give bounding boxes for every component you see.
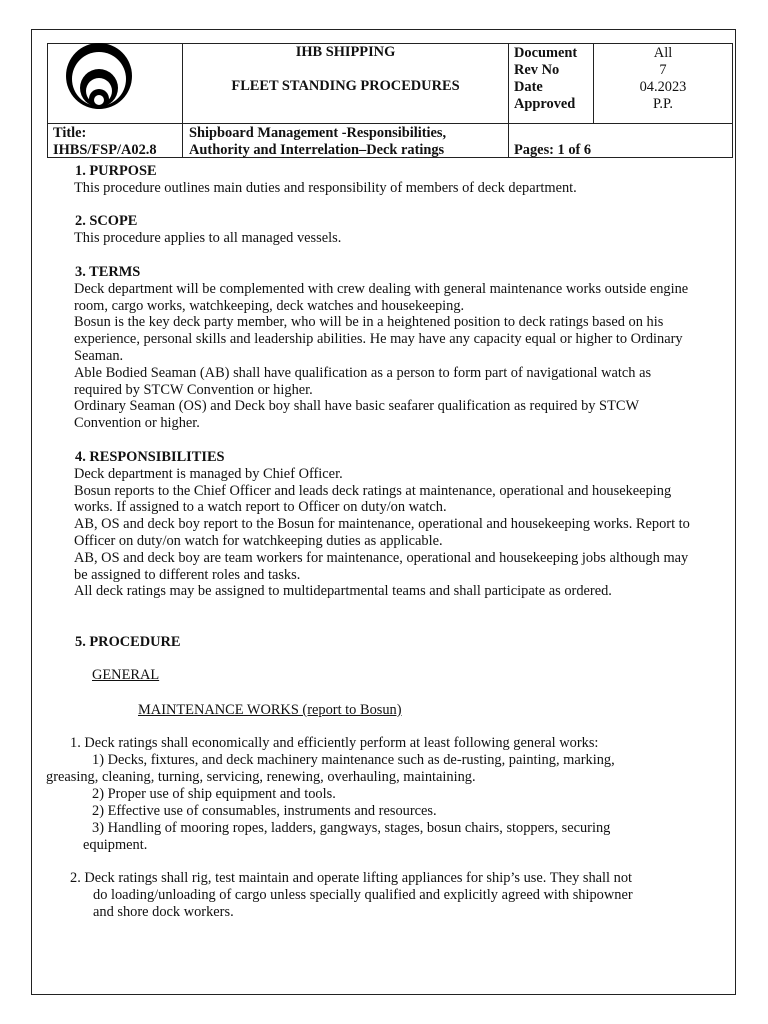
section-purpose bbox=[74, 163, 724, 197]
item1-line: greasing, cleaning, turning, servicing, renewing, overhauling, maintaining. bbox=[46, 769, 476, 785]
title-label: Title: bbox=[53, 125, 87, 141]
responsibilities-line: Deck department is managed by Chief Officer. bbox=[74, 465, 343, 482]
terms-heading: 3. TERMS bbox=[75, 264, 141, 280]
responsibilities-heading: 4. RESPONSIBILITIES bbox=[75, 449, 225, 465]
responsibilities-line: Bosun reports to the Chief Officer and leads deck ratings at maintenance, operational and housekeeping bbox=[74, 482, 672, 499]
section-responsibilities bbox=[74, 449, 724, 600]
terms-line: room, cargo works, watchkeeping, deck watches and housekeeping. bbox=[74, 297, 465, 314]
terms-line: Seaman. bbox=[74, 347, 124, 364]
terms-line: Convention or higher. bbox=[74, 415, 200, 432]
scope-line: This procedure applies to all managed vessels. bbox=[74, 229, 342, 246]
doc-value-date: 04.2023 bbox=[639, 79, 687, 95]
title-code: IHBS/FSP/A02.8 bbox=[53, 142, 157, 158]
procedure-heading: 5. PROCEDURE bbox=[75, 634, 181, 650]
general-subheading: GENERAL bbox=[92, 667, 160, 683]
terms-line: Ordinary Seaman (OS) and Deck boy shall have basic seafarer qualification as required by STCW bbox=[74, 398, 640, 415]
item1-line: equipment. bbox=[83, 837, 148, 853]
company-name: IHB SHIPPING bbox=[295, 44, 396, 60]
terms-line: experience, personal skills and leadership abilities. He may have any capacity equal or higher to Ordinary bbox=[74, 331, 683, 348]
item2-line: do loading/unloading of cargo unless specially qualified and explicitly agreed with shipowner bbox=[93, 887, 633, 903]
responsibilities-line: Officer on duty/on watch for watchkeeping duties as applicable. bbox=[74, 532, 443, 549]
responsibilities-line: be assigned to different roles and tasks. bbox=[74, 566, 301, 583]
doc-label-document: Document bbox=[514, 45, 578, 61]
doc-value-document: All bbox=[653, 45, 673, 61]
procedures-title: FLEET STANDING PROCEDURES bbox=[231, 78, 460, 94]
purpose-heading: 1. PURPOSE bbox=[75, 163, 157, 179]
logo-cell bbox=[47, 43, 183, 124]
scope-heading: 2. SCOPE bbox=[75, 213, 138, 229]
maintenance-subheading: MAINTENANCE WORKS (report to Bosun) bbox=[138, 702, 402, 718]
responsibilities-line: All deck ratings may be assigned to multidepartmental teams and shall participate as ordered. bbox=[74, 583, 612, 600]
responsibilities-line: AB, OS and deck boy are team workers for maintenance, operational and housekeeping jobs although may bbox=[74, 549, 689, 566]
terms-line: Deck department will be complemented with crew dealing with general maintenance works outside engine bbox=[74, 280, 689, 297]
purpose-line: This procedure outlines main duties and responsibility of members of deck department. bbox=[74, 179, 577, 196]
company-logo bbox=[47, 43, 183, 124]
subject-line-1: Shipboard Management -Responsibilities, bbox=[189, 125, 447, 141]
responsibilities-line: works. If assigned to a watch report to Officer on duty/on watch. bbox=[74, 499, 447, 516]
item1-line: 2) Effective use of consumables, instruments and resources. bbox=[92, 803, 437, 819]
procedure-item-2: 2. Deck ratings shall rig, test maintain and operate lifting appliances for ship’s use. They shall not bbox=[70, 870, 633, 886]
terms-line: Bosun is the key deck party member, who will be in a heightened position to deck ratings based on his bbox=[74, 314, 664, 331]
responsibilities-line: AB, OS and deck boy report to the Bosun for maintenance, operational and housekeeping works. Report to bbox=[74, 516, 690, 533]
section-terms bbox=[74, 264, 724, 432]
item1-line: 3) Handling of mooring ropes, ladders, gangways, stages, bosun chairs, stoppers, securing bbox=[92, 820, 611, 836]
pages-count: Pages: 1 of 6 bbox=[514, 142, 592, 158]
doc-label-approved: Approved bbox=[514, 96, 576, 112]
section-scope bbox=[74, 213, 724, 247]
terms-line: required by STCW Convention or higher. bbox=[74, 381, 313, 398]
item1-line: 1) Decks, fixtures, and deck machinery maintenance such as de-rusting, painting, marking, bbox=[92, 752, 615, 768]
doc-value-rev: 7 bbox=[659, 62, 667, 78]
doc-value-approved: P.P. bbox=[652, 96, 673, 112]
doc-label-date: Date bbox=[514, 79, 543, 95]
item1-line: 2) Proper use of ship equipment and tools. bbox=[92, 786, 336, 802]
doc-label-rev: Rev No bbox=[514, 62, 560, 78]
terms-line: Able Bodied Seaman (AB) shall have qualification as a person to form part of navigational watch as bbox=[74, 364, 652, 381]
item2-line: and shore dock workers. bbox=[93, 904, 234, 920]
subject-line-2: Authority and Interrelation–Deck ratings bbox=[189, 142, 445, 158]
procedure-item-1: 1. Deck ratings shall economically and efficiently perform at least following general works: bbox=[70, 735, 599, 751]
